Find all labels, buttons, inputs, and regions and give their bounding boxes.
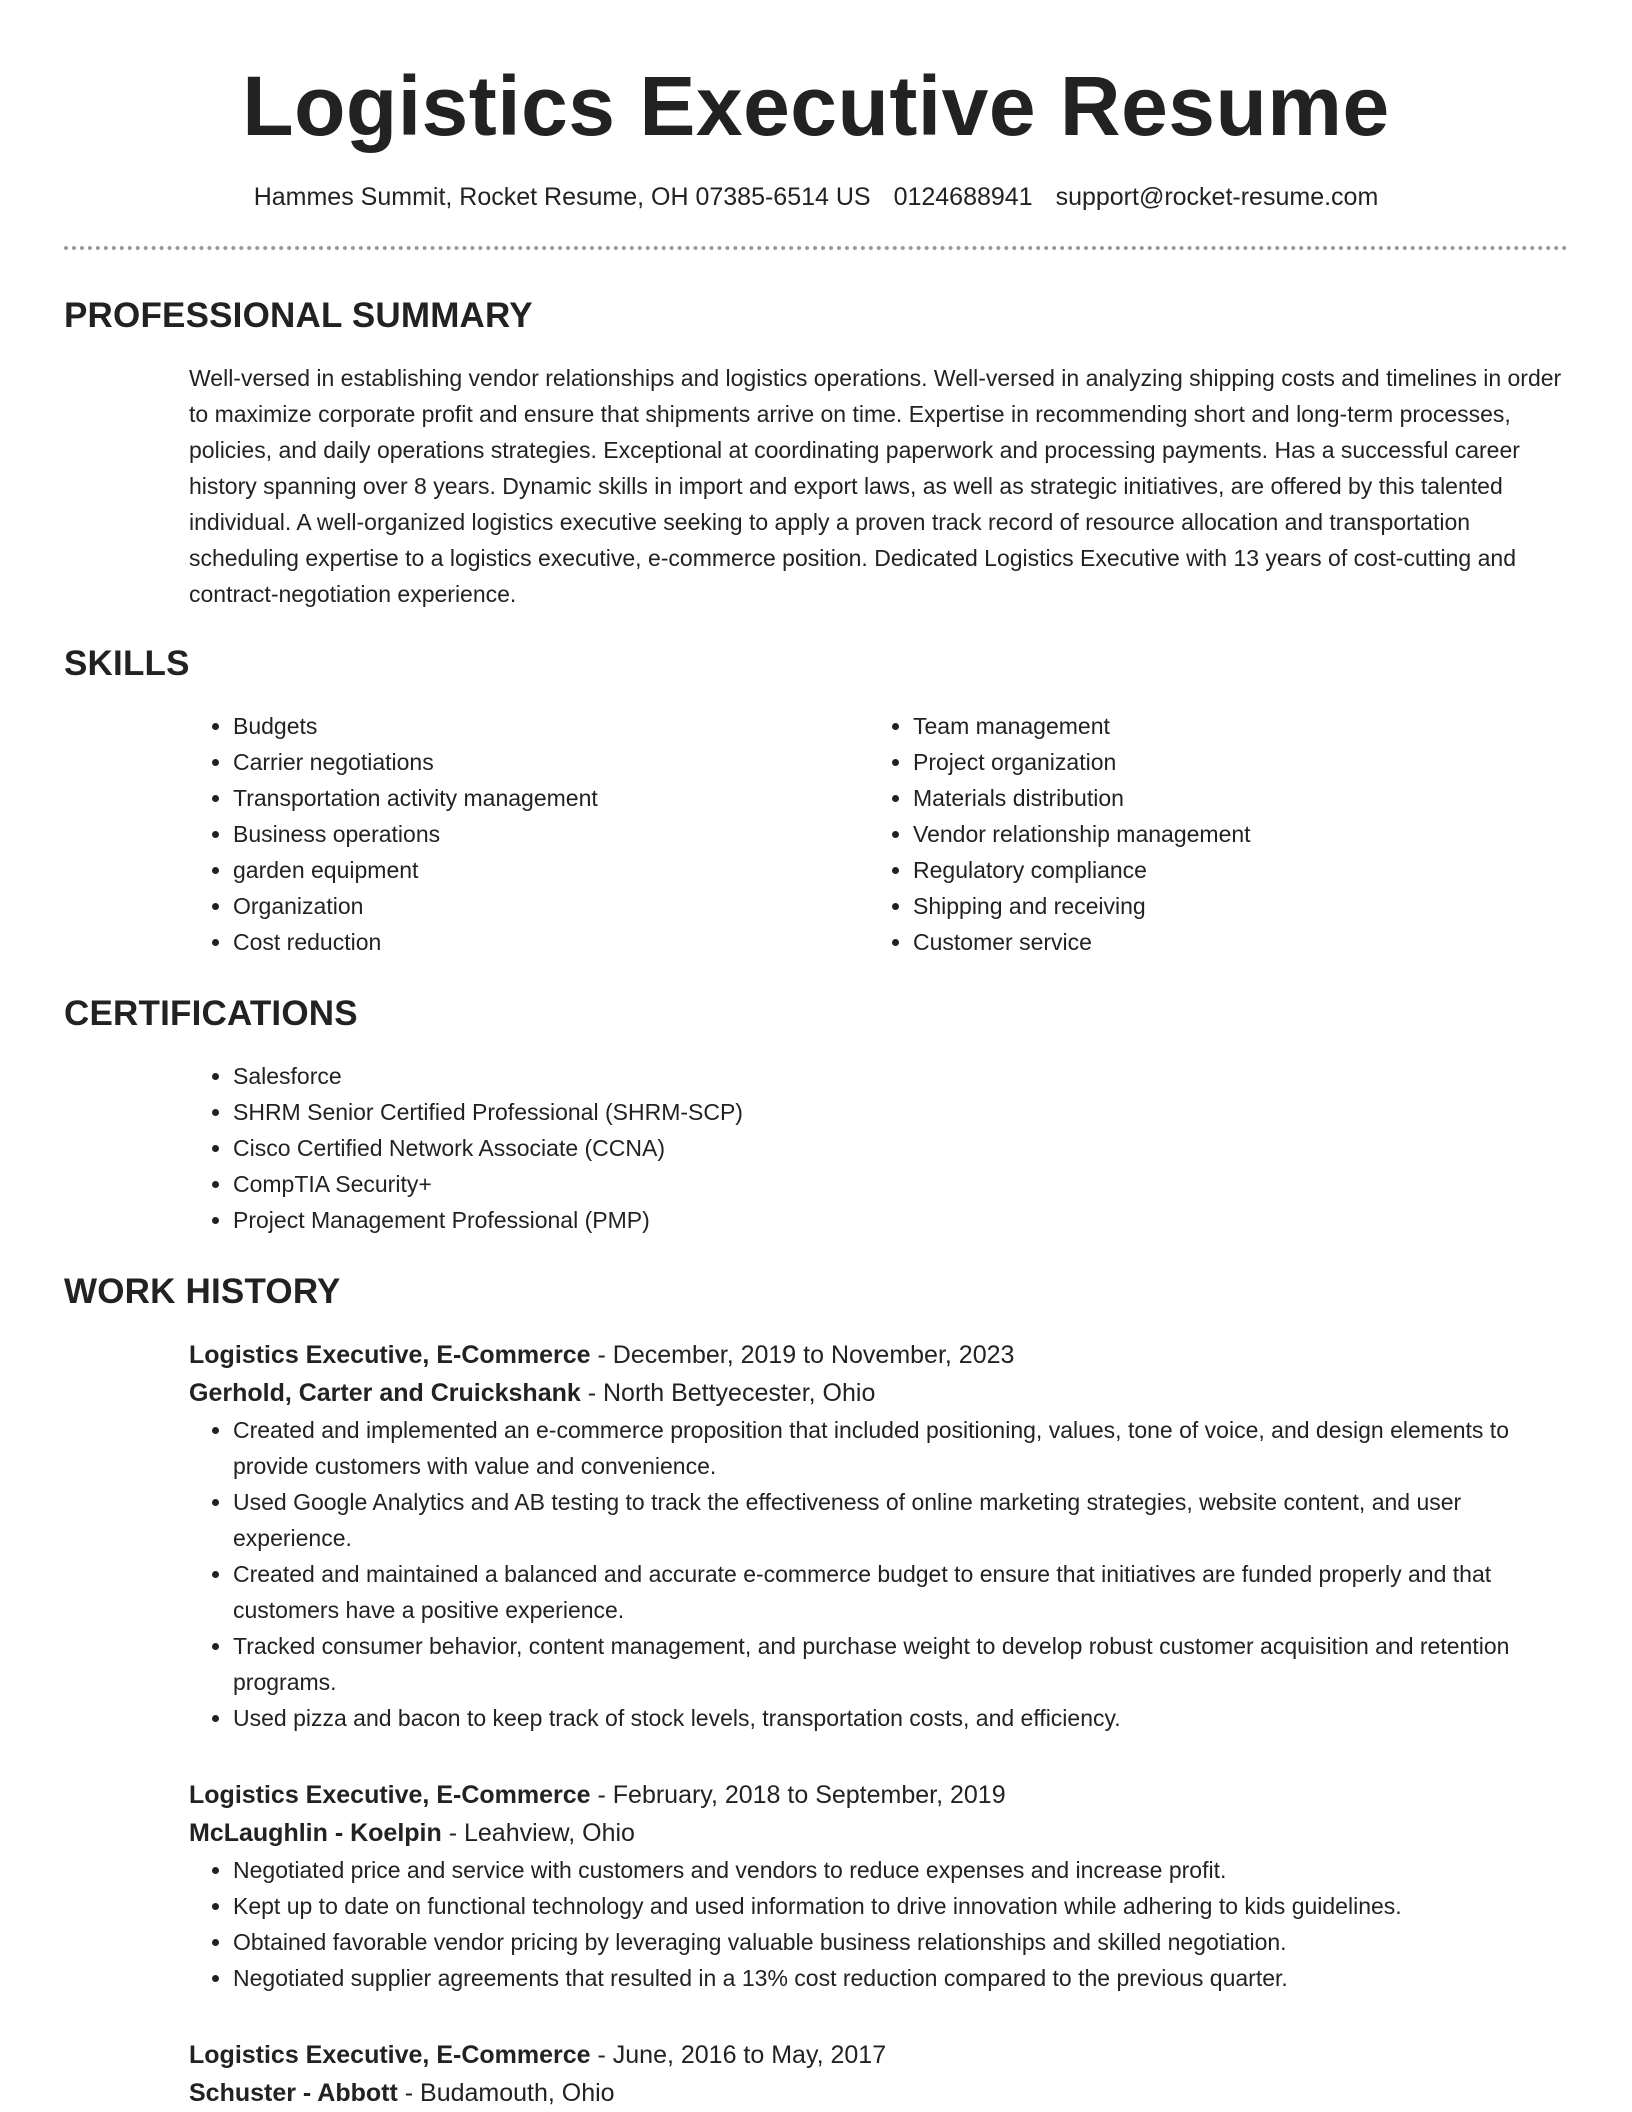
job-bullets (189, 1852, 1568, 1996)
job-entry (189, 1336, 1568, 1736)
contact-email: support@rocket-resume.com (1055, 183, 1379, 211)
list-item: • Negotiated supplier agreements that resulted in a 13% cost reduction compared to the previous quarter. (233, 1960, 1568, 1996)
job-title-line (189, 1776, 1568, 1814)
certifications-section (0, 992, 1632, 1238)
job-dates: - December, 2019 to November, 2023 (590, 1341, 1015, 1369)
list-item: • Budgets (233, 708, 869, 744)
list-item: • Obtained favorable vendor pricing by leveraging valuable business relationships and skilled negotiation. (233, 1924, 1568, 1960)
list-item: • Cost reduction (233, 924, 869, 960)
section-heading: CERTIFICATIONS (64, 994, 358, 1033)
job-role: Logistics Executive, E-Commerce (189, 1781, 591, 1809)
list-item: • Materials distribution (913, 780, 1549, 816)
section-heading: PROFESSIONAL SUMMARY (64, 296, 533, 335)
list-item: • Used pizza and bacon to keep track of stock levels, transportation costs, and efficiency. (233, 1700, 1568, 1736)
job-role: Logistics Executive, E-Commerce (189, 2041, 591, 2069)
list-item: • Tracked consumer behavior, content management, and purchase weight to develop robust customer acquisition and retention programs. (233, 1628, 1568, 1700)
skills-column-right (869, 708, 1549, 960)
section-heading: SKILLS (64, 644, 190, 683)
header-divider (64, 246, 1568, 250)
contact-address: Hammes Summit, Rocket Resume, OH 07385-6514 US (253, 183, 871, 211)
job-dates: - February, 2018 to September, 2019 (590, 1781, 1006, 1809)
job-role: Logistics Executive, E-Commerce (189, 1341, 591, 1369)
skills-section (0, 642, 1632, 960)
skills-grid (189, 708, 1568, 960)
job-location: - Budamouth, Ohio (397, 2079, 615, 2107)
list-item: • Carrier negotiations (233, 744, 869, 780)
contact-line (0, 180, 1632, 214)
contact-phone: 0124688941 (893, 183, 1033, 211)
list-item: • Project Management Professional (PMP) (233, 1202, 1568, 1238)
professional-summary-section (0, 294, 1632, 612)
job-title-line (189, 2036, 1568, 2074)
list-item: • Used Google Analytics and AB testing to track the effectiveness of online marketing strategies, website content, and user experience. (233, 1484, 1568, 1556)
job-location: - Leahview, Ohio (441, 1819, 635, 1847)
job-title-line (189, 1336, 1568, 1374)
resume-header (0, 0, 1632, 214)
list-item: • CompTIA Security+ (233, 1166, 1568, 1202)
job-location: - North Bettyecester, Ohio (580, 1379, 876, 1407)
skills-list-left (189, 708, 869, 960)
list-item: • Vendor relationship management (913, 816, 1549, 852)
list-item: • Negotiated price and service with customers and vendors to reduce expenses and increase profit. (233, 1852, 1568, 1888)
list-item: • Business operations (233, 816, 869, 852)
job-entry (189, 2036, 1568, 2112)
list-item: • Organization (233, 888, 869, 924)
work-history-section (0, 1270, 1632, 2112)
job-company: Schuster - Abbott (189, 2079, 398, 2107)
list-item: • Created and maintained a balanced and accurate e-commerce budget to ensure that initiatives are funded properly and that customers have a positive experience. (233, 1556, 1568, 1628)
list-item: • Regulatory compliance (913, 852, 1549, 888)
list-item: • Cisco Certified Network Associate (CCNA) (233, 1130, 1568, 1166)
summary-text: Well-versed in establishing vendor relationships and logistics operations. Well-versed in analyzing shipping costs and timelines in order to maximize corporate profit and ensure that shipments arrive on time. Expertise in recommending short and long-term processes, policies, and daily operations strategies. Exceptional at coordinating paperwork and processing payments. Has a successful career history spanning over 8 years. Dynamic skills in import and export laws, as well as strategic initiatives, are offered by this talented individual. A well-organized logistics executive seeking to apply a proven track record of resource allocation and transportation scheduling expertise to a logistics executive, e-commerce position. Dedicated Logistics Executive with 13 years of cost-cutting and contract-negotiation experience. (189, 365, 1562, 607)
list-item: • garden equipment (233, 852, 869, 888)
page-title: Logistics Executive Resume (242, 59, 1390, 153)
job-company: Gerhold, Carter and Cruickshank (189, 1379, 581, 1407)
list-item: • Shipping and receiving (913, 888, 1549, 924)
list-item: • Project organization (913, 744, 1549, 780)
list-item: • Created and implemented an e-commerce proposition that included positioning, values, tone of voice, and design elements to provide customers with value and convenience. (233, 1412, 1568, 1484)
list-item: • Salesforce (233, 1058, 1568, 1094)
list-item: • SHRM Senior Certified Professional (SHRM-SCP) (233, 1094, 1568, 1130)
job-dates: - June, 2016 to May, 2017 (590, 2041, 887, 2069)
list-item: • Team management (913, 708, 1549, 744)
job-bullets (189, 1412, 1568, 1736)
skills-list-right (869, 708, 1549, 960)
certifications-list-wrapper (189, 1058, 1568, 1238)
section-heading: WORK HISTORY (64, 1272, 341, 1311)
certifications-list (189, 1058, 1568, 1238)
job-entry (189, 1776, 1568, 1996)
job-company-line (189, 1814, 1568, 1852)
list-item: • Customer service (913, 924, 1549, 960)
skills-column-left (189, 708, 869, 960)
job-company-line (189, 2074, 1568, 2112)
list-item: • Transportation activity management (233, 780, 869, 816)
job-company-line (189, 1374, 1568, 1412)
job-company: McLaughlin - Koelpin (189, 1819, 442, 1847)
list-item: • Kept up to date on functional technology and used information to drive innovation while adhering to kids guidelines. (233, 1888, 1568, 1924)
